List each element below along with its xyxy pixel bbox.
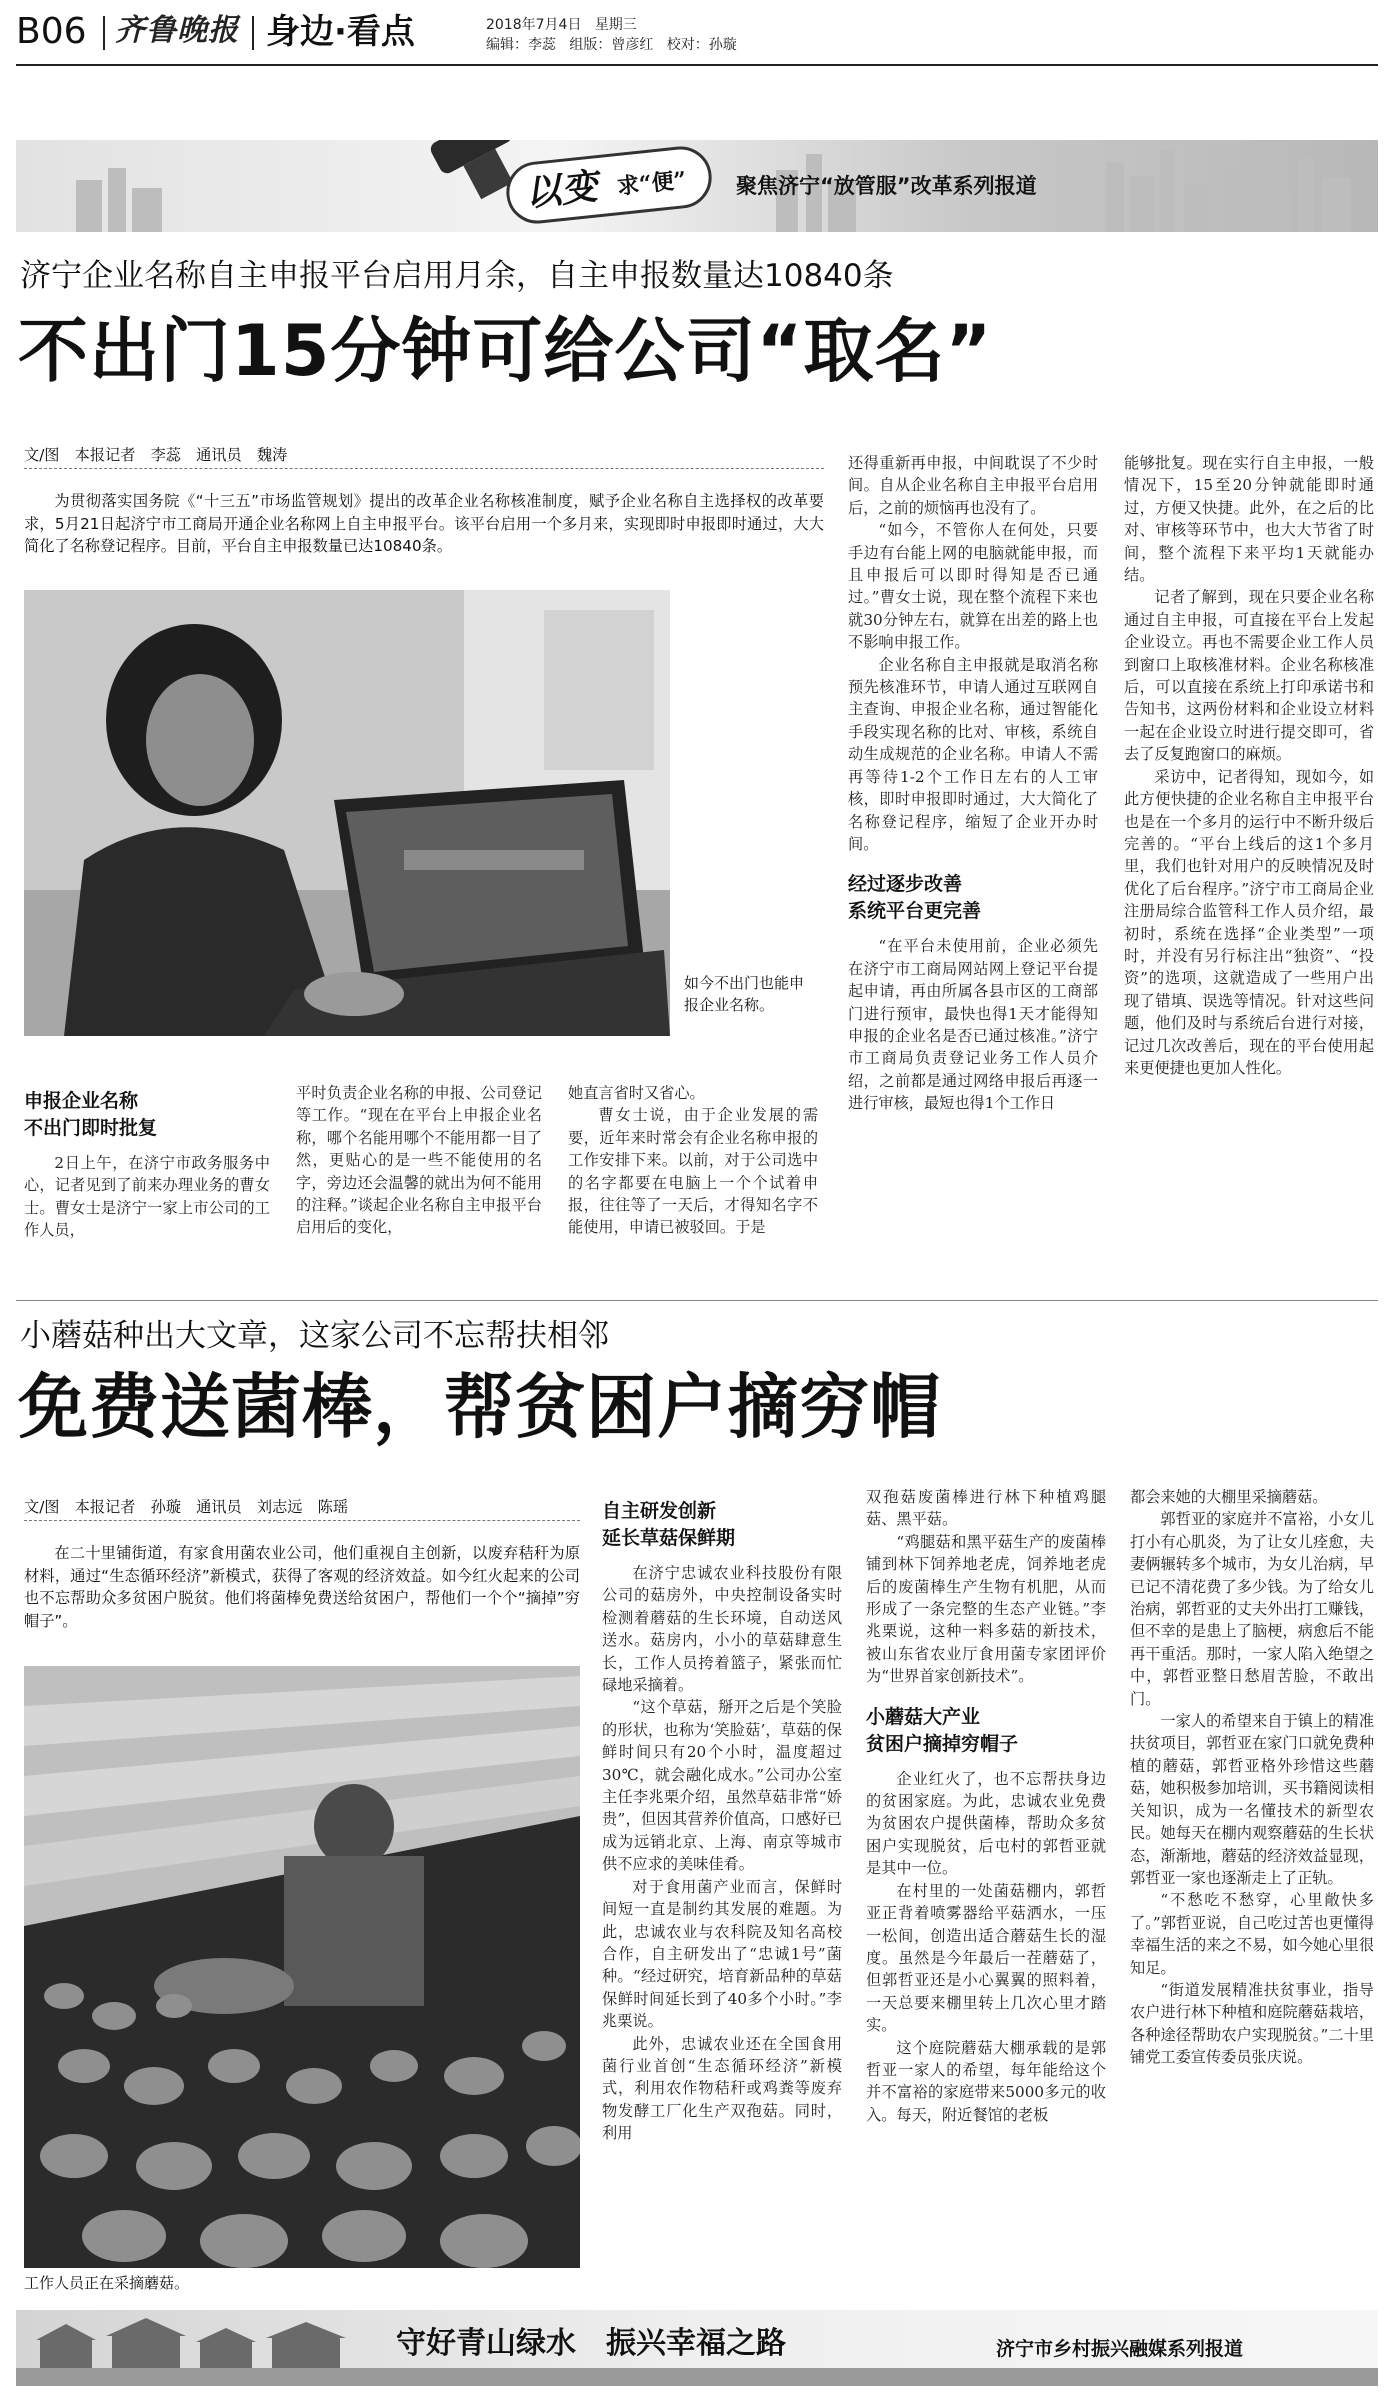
article2-photo-caption: 工作人员正在采摘蘑菇。	[24, 2274, 190, 2292]
article2-subhead-2: 小蘑菇大产业 贫困户摘掉穷帽子	[866, 1705, 1019, 1755]
masthead-rule	[16, 64, 1378, 66]
article2-col3-p4: 此外，忠诚农业还在全国食用菌行业首创“生态循环经济”新模式，利用农作物秸秆或鸡粪等废弃物发酵工厂化生产双孢菇。同时，利用	[602, 2034, 842, 2143]
article1-col4-p1: 还得重新再申报，中间耽误了不少时间。自从企业名称自主申报平台启用后，之前的烦恼再也没有了。	[848, 454, 1098, 517]
article1-column-2	[296, 1082, 542, 1282]
masthead-meta-row1	[486, 16, 637, 34]
article2-col3-p3: 对于食用菌产业而言，保鲜时间短一直是制约其发展的难题。为此，忠诚农业与农科院及知名高校合作，自主研发出了“忠诚1号”菌种。“经过研究，培育新品种的草菇保鲜时间延长到了40多个小时。”李兆栗说。	[602, 1877, 842, 2031]
article1-subhead-2: 经过逐步改善 系统平台更完善	[848, 873, 982, 923]
proof-credit: 校对：孙璇	[666, 37, 737, 53]
masthead-divider-1	[103, 16, 105, 50]
article1-col5-p2: 记者了解到，现在只要企业名称通过自主申报，可直接在平台上发起企业设立。再也不需要企业工作人员到窗口上取核准材料。企业名称核准后，可以直接在系统上打印承诺书和告知书，这两份材料和企业设立材料一起在企业设立时进行提交即可，省去了反复跑窗口的麻烦。	[1124, 588, 1374, 764]
masthead-meta-row2	[486, 36, 737, 54]
banner-badge-sub: 求“便”	[615, 166, 688, 201]
article2-col5-p1: 都会来她的大棚里采摘蘑菇。	[1130, 1488, 1328, 1506]
banner-series-title: 聚焦济宁“放管服”改革系列报道	[736, 174, 1037, 198]
article2-column-5	[1130, 1486, 1374, 2294]
article1-lead: 为贯彻落实国务院《“十三五”市场监管规划》提出的改革企业名称核准制度，赋予企业名称自主选择权的改革要求，5月21日起济宁市工商局开通企业名称网上自主申报平台。该平台启用一个多月来，实现即时申报即时通过，大大简化了名称登记程序。目前，平台自主申报数量已达10840条。	[24, 492, 824, 555]
editor-credit: 编辑：李蕊	[486, 37, 556, 53]
article2-kicker: 小蘑菇种出大文章，这家公司不忘帮扶相邻	[20, 1318, 609, 1354]
article1-byline: 文/图 本报记者 李蕊 通讯员 魏涛	[24, 444, 824, 469]
article2-col5-p3: 一家人的希望来自于镇上的精准扶贫项目，郭哲亚在家门口就免费种植的蘑菇，郭哲亚格外珍惜这些蘑菇，她积极参加培训，买书籍阅读相关知识，成为一名懂技术的新型农民。她每天在棚内观察蘑菇的生长状态，渐渐地，蘑菇的经济效益显现，郭哲亚一家也逐渐走上了正轨。	[1130, 1712, 1374, 1887]
article2-col5-p5: “街道发展精准扶贫事业，指导农户进行林下种植和庭院蘑菇栽培，各种途径帮助农户实现脱贫。”二十里铺党工委宣传委员张庆说。	[1130, 1980, 1374, 2067]
masthead-divider-2	[252, 16, 254, 50]
article1-kicker: 济宁企业名称自主申报平台启用月余，自主申报数量达10840条	[20, 258, 894, 294]
section-title: 身边·看点	[266, 12, 415, 52]
article1-headline: 不出门15分钟可给公司“取名”	[18, 310, 993, 392]
article1-column-4	[848, 452, 1098, 1280]
article2-column-4	[866, 1486, 1106, 2294]
article2-col4-p5: 这个庭院蘑菇大棚承载的是郭哲亚一家人的希望，每年能给这个并不富裕的家庭带来5000多元的收入。每天，附近餐馆的老板	[866, 2038, 1106, 2124]
article2-col5-p2: 郭哲亚的家庭并不富裕，小女儿打小有心肌炎，为了让女儿痊愈，夫妻俩辗转多个城市，为女儿治病，早已记不清花费了多少钱。为了给女儿治病，郭哲亚的丈夫外出打工赚钱，但不幸的是患上了脑梗，病愈后不能再干重活。那时，一家人陷入绝望之中，郭哲亚整日愁眉苦脸，不敢出门。	[1130, 1510, 1374, 1708]
article2-col4-p3: 企业红火了，也不忘帮扶身边的贫困家庭。为此，忠诚农业免费为贫困农户提供菌棒，帮助众多贫困户实现脱贫，后屯村的郭哲亚就是其中一位。	[866, 1769, 1106, 1878]
layout-credit: 组版：曾彦红	[569, 37, 654, 53]
article1-column-5	[1124, 452, 1374, 1280]
article1-col2-p1: 平时负责企业名称的申报、公司登记等工作。“现在在平台上申报企业名称，哪个名能用哪个不能用都一目了然，更贴心的是一些不能使用的名字，旁边还会温馨的就出为何不能用的注释。”谈起企业名称自主申报平台启用后的变化，	[296, 1084, 542, 1237]
article1-col3-p1: 她直言省时又省心。	[568, 1084, 705, 1102]
article2-photo	[24, 1666, 580, 2268]
article1-column-1	[24, 1060, 270, 1280]
issue-date: 2018年7月4日	[486, 17, 582, 33]
article1-photo-caption: 如今不出门也能申报企业名称。	[684, 974, 805, 1014]
article1-photo	[24, 590, 670, 1036]
article1-col4-p3: 企业名称自主申报就是取消名称预先核准环节，申请人通过互联网自主查询、申报企业名称，通过智能化手段实现名称的比对、审核，系统自动生成规范的企业名称。申请人不需再等待1-2个工作日左右的人工审核，即时申报即时通过，大大简化了名称登记程序，缩短了企业开办时间。	[848, 655, 1098, 853]
article1-col5-p3: 采访中，记者得知，现如今，如此方便快捷的企业名称自主申报平台也是在一个多月的运行中不断升级后完善的。“平台上线后的这1个多月里，我们也针对用户的反映情况及时优化了后台程序。”济宁市工商局企业注册局综合监管科工作人员介绍，最初时，系统在选择“企业类型”一项时，并没有另行标注出“独资”、“投资”的选项，这就造成了一些用户出现了错填、误选等情况。针对这些问题，他们及时与系统后台进行对接，记过几次改善后，现在的平台使用起来更便捷也更加人性化。	[1124, 767, 1374, 1077]
series-banner-top	[16, 140, 1378, 232]
article-separator	[16, 1300, 1378, 1301]
article2-col4-p4: 在村里的一处菌菇棚内，郭哲亚正背着喷雾器给平菇洒水，一压一松间，创造出适合蘑菇生长的湿度。虽然是今年最后一茬蘑菇了，但郭哲亚还是小心翼翼的照料着，一天总要来棚里转上几次心里才踏实。	[866, 1881, 1106, 2035]
mushroom-harvest-image	[24, 1666, 580, 2268]
article2-headline: 免费送菌棒，帮贫困户摘穷帽	[18, 1366, 941, 1448]
series-banner-bottom	[16, 2310, 1378, 2386]
article1-col1-p1: 2日上午，在济宁市政务服务中心，记者见到了前来办理业务的曹女士。曹女士是济宁一家上市公司的工作人员，	[24, 1154, 270, 1240]
paper-logo: 齐鲁晚报	[115, 13, 239, 48]
article2-subhead-1: 自主研发创新 延长草菇保鲜期	[602, 1500, 736, 1549]
article1-col3-p2: 曹女士说，由于企业发展的需要，近年来时常会有企业名称申报的工作安排下来。以前，对于公司选中的名字都要在电脑上一个个试着申报，往往等了一天后，才得知名字不能使用，申请已被驳回。于是	[568, 1106, 818, 1237]
article1-column-3	[568, 1082, 818, 1282]
article2-col3-p2: “这个草菇，掰开之后是个笑脸的形状，也称为‘笑脸菇’，草菇的保鲜时间只有20个小时，温度超过30℃，就会融化成水。”公司办公室主任李兆栗介绍，虽然草菇非常“娇贵”，但因其营养价值高，口感好已成为远销北京、上海、南京等城市供不应求的美味佳肴。	[602, 1698, 842, 1874]
article1-col4-p4: “在平台未使用前，企业必须先在济宁市工商局网站网上登记平台提起申请，再由所属各县市区的工商部门进行预审，最快也得1天才能得知申报的企业名是否已通过核准。”济宁市工商局负责登记业务工作人员介绍，之前都是通过网络申报后再逐一进行审核，最短也得1个工作日	[848, 937, 1098, 1113]
issue-weekday: 星期三	[594, 17, 637, 33]
article2-column-3	[602, 1496, 842, 2294]
banner-badge-main: 以变	[523, 165, 600, 215]
article2-byline: 文/图 本报记者 孙璇 通讯员 刘志远 陈瑶	[24, 1496, 580, 1521]
article1-col5-p1: 能够批复。现在实行自主申报，一般情况下，15至20分钟就能即时通过，方便又快捷。此外，在之后的比对、审核等环节中，也大大节省了时间，整个流程下来平均1天就能办结。	[1124, 454, 1374, 585]
article2-col5-p4: “不愁吃不愁穿，心里敞快多了。”郭哲亚说，自己吃过苦也更懂得幸福生活的来之不易，如今她心里很知足。	[1130, 1891, 1374, 1977]
article1-subhead-1: 申报企业名称 不出门即时批复	[24, 1090, 158, 1139]
article1-col4-p2: “如今，不管你人在何处，只要手边有台能上网的电脑就能申报，而且申报后可以即时得知是否已通过。”曹女士说，现在整个流程下来也就30分钟左右，就算在出差的路上也不影响申报工作。	[848, 521, 1098, 652]
woman-at-laptop-image	[24, 590, 670, 1036]
article2-col4-p1: 双孢菇废菌棒进行林下种植鸡腿菇、黑平菇。	[866, 1488, 1106, 1529]
article2-lead: 在二十里铺街道，有家食用菌农业公司，他们重视自主创新，以废弃秸秆为原材料，通过“生态循环经济”新模式，获得了客观的经济效益。如今红火起来的公司也不忘帮助众多贫困户脱贫。他们将菌棒免费送给贫困户，帮他们一个个“摘掉”穷帽子”。	[24, 1544, 580, 1630]
article2-col3-p1: 在济宁忠诚农业科技股份有限公司的菇房外，中央控制设备实时检测着蘑菇的生长环境，自动送风送水。菇房内，小小的草菇肆意生长，工作人员挎着篮子，紧张而忙碌地采摘着。	[602, 1564, 842, 1695]
article2-col4-p2: “鸡腿菇和黑平菇生产的废菌棒铺到林下饲养地老虎，饲养地老虎后的废菌棒生产生物有机肥，从而形成了一条完整的生态产业链。”李兆栗说，这种一料多菇的新技术，被山东省农业厅食用菌专家团评价为“世界首家创新技术”。	[866, 1532, 1106, 1686]
banner2-slogan: 守好青山绿水 振兴幸福之路	[396, 2326, 786, 2361]
banner2-series-title: 济宁市乡村振兴融媒系列报道	[996, 2338, 1244, 2360]
page-number: B06	[16, 11, 87, 52]
